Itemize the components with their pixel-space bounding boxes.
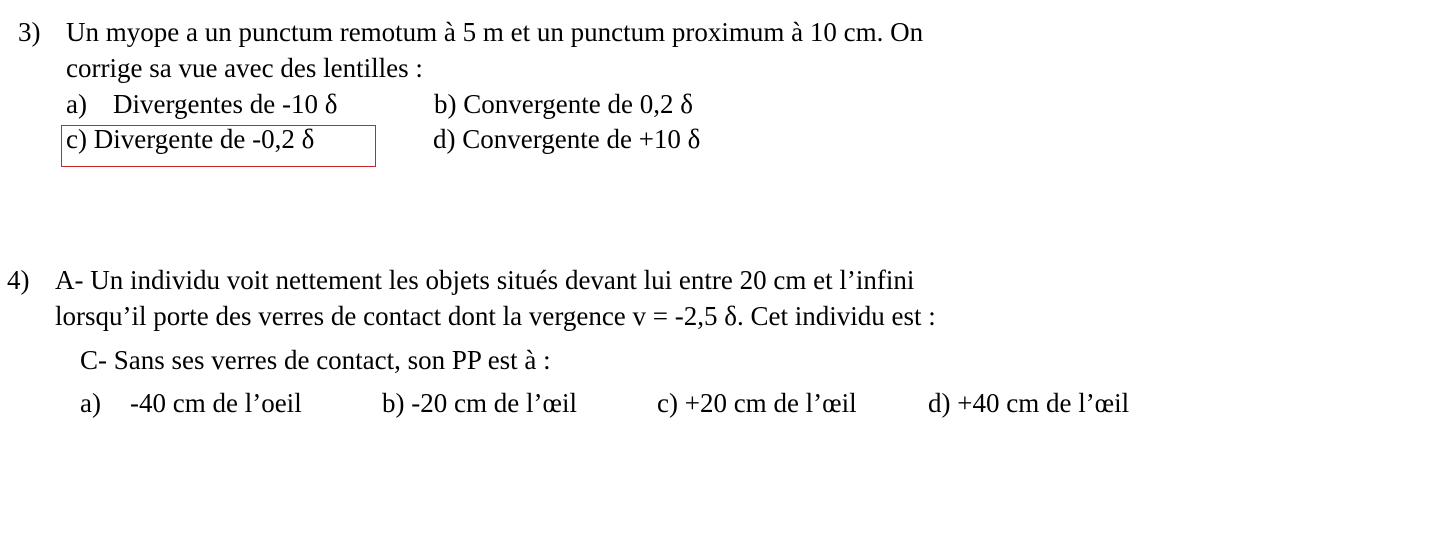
q4-option-a-text: -40 cm de l’oeil — [130, 388, 302, 418]
q3-option-b: b) Convergente de 0,2 δ — [434, 89, 693, 119]
q3-number: 3) — [18, 17, 41, 47]
q3-statement-line2: corrige sa vue avec des lentilles : — [66, 53, 423, 83]
q3-option-c: c) Divergente de -0,2 δ — [66, 124, 315, 154]
q3-statement-line1: Un myope a un punctum remotum à 5 m et un punctum proximum à 10 cm. On — [66, 17, 924, 47]
q4-option-c: c) +20 cm de l’œil — [657, 388, 857, 418]
q4-option-a-letter: a) — [80, 388, 101, 418]
q3-option-d: d) Convergente de +10 δ — [433, 124, 701, 154]
q4-number: 4) — [7, 265, 30, 295]
q3-option-a-text: Divergentes de -10 δ — [113, 89, 338, 119]
q4-statement-line2: lorsqu’il porte des verres de contact dont la vergence v = -2,5 δ. Cet individu est : — [55, 301, 936, 331]
q3-option-a-letter: a) — [66, 89, 87, 119]
q4-statement-line1: A- Un individu voit nettement les objets situés devant lui entre 20 cm et l’infini — [55, 265, 915, 295]
q4-option-d: d) +40 cm de l’œil — [928, 388, 1130, 418]
q4-option-b: b) -20 cm de l’œil — [382, 388, 577, 418]
q4-subquestion-c: C- Sans ses verres de contact, son PP est à : — [80, 345, 551, 375]
